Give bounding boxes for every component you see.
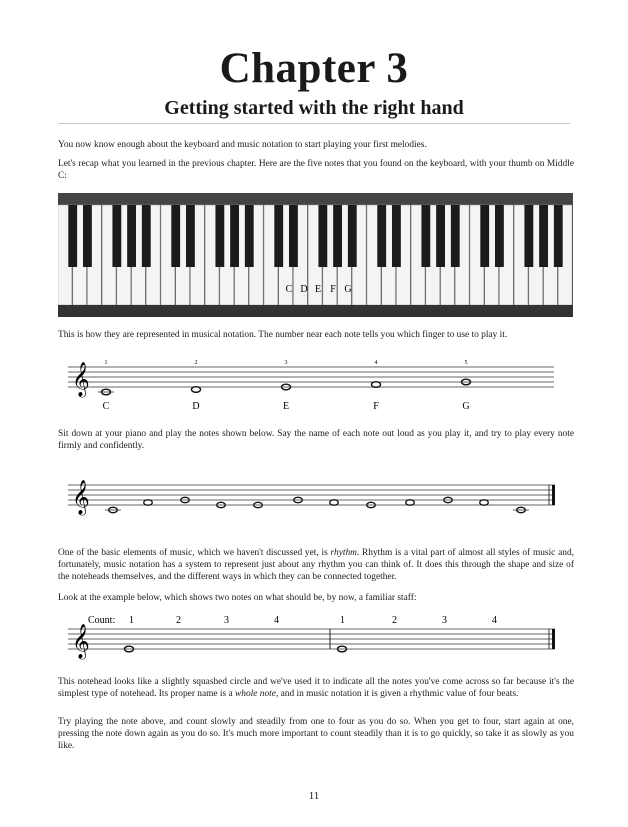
- treble-clef-icon: 𝄞: [72, 480, 90, 515]
- black-key: [318, 205, 327, 267]
- black-key: [436, 205, 445, 267]
- count-number: 1: [340, 615, 345, 626]
- key-label-c: C: [285, 284, 293, 295]
- finger-number: 2: [194, 360, 198, 366]
- notehead-text: , and in music notation it is given a rhythmic value of four beats.: [275, 689, 519, 699]
- paragraph-rhythm: [58, 547, 574, 583]
- treble-clef-icon: 𝄞: [72, 624, 90, 659]
- rhythm-example-staff: [58, 612, 573, 664]
- finger-number: 4: [374, 360, 378, 366]
- chapter-subtitle: Getting started with the right hand: [164, 97, 464, 119]
- finger-number: 5: [464, 360, 468, 366]
- black-key: [83, 205, 92, 267]
- note-f: [406, 500, 415, 505]
- exercise-staff: [58, 475, 573, 520]
- count-number: 3: [442, 615, 447, 626]
- black-key: [377, 205, 386, 267]
- count-number: 4: [492, 615, 497, 626]
- finger-numbers: [105, 360, 468, 366]
- count-number: 4: [274, 615, 279, 626]
- finger-number: 3: [284, 360, 288, 366]
- note-name: E: [282, 401, 290, 412]
- final-barline-thick: [552, 485, 555, 505]
- paragraph-notehead: [58, 676, 574, 700]
- notehead-term: whole note: [235, 689, 276, 699]
- black-key: [127, 205, 136, 267]
- black-key: [554, 205, 563, 267]
- black-key: [421, 205, 430, 267]
- black-key: [451, 205, 460, 267]
- key-label-e: E: [314, 284, 322, 295]
- count-label: Count:: [88, 615, 116, 626]
- rhythm-text: . Rhythm is a vital part of almost all styles of music and, fortunately, music notation has a system to represent just about any rhythm you can think of. It does this through the shape and size of the noteheads themselves, and the different ways in which they can be connected together.: [58, 548, 574, 582]
- piano-keyboard-illustration: [58, 193, 573, 317]
- rhythm-text: One of the basic elements of music, which we haven't discussed yet, is: [58, 548, 331, 558]
- black-key: [171, 205, 180, 267]
- black-key: [230, 205, 239, 267]
- black-key: [215, 205, 224, 267]
- notehead-text: This notehead looks like a slightly squashed circle and we've used it to indicate all the notes you've come across so far because it's the simplest type of notehead. Its proper name is a: [58, 677, 574, 699]
- black-key: [245, 205, 254, 267]
- chapter-title: Chapter 3: [219, 45, 409, 92]
- black-key: [539, 205, 548, 267]
- note-name: F: [373, 401, 379, 412]
- paragraph-notation-intro: This is how they are represented in musical notation. The number near each note tells you which finger to use to play it.: [58, 330, 508, 340]
- note-f: [480, 500, 489, 505]
- black-key: [495, 205, 504, 267]
- black-key: [392, 205, 401, 267]
- staff-lines: [68, 367, 554, 387]
- black-key: [274, 205, 283, 267]
- black-key: [524, 205, 533, 267]
- black-key: [480, 205, 489, 267]
- count-number: 1: [129, 615, 134, 626]
- note-f: [330, 500, 339, 505]
- header-divider: [58, 123, 570, 124]
- note-name: D: [192, 401, 200, 412]
- black-key: [348, 205, 357, 267]
- treble-clef-icon: 𝄞: [72, 362, 90, 397]
- page-number: 11: [308, 790, 320, 802]
- black-key: [289, 205, 298, 267]
- count-number: 2: [392, 615, 397, 626]
- paragraph-exercise: Sit down at your piano and play the notes shown below. Say the name of each note out loud as you play it, and try to play every note firmly and confidently.: [58, 429, 574, 451]
- note-f: [144, 500, 153, 505]
- black-key: [186, 205, 195, 267]
- black-key: [333, 205, 342, 267]
- keyboard-front-rail: [58, 305, 573, 317]
- finger-number: 1: [104, 360, 108, 366]
- count-number: 3: [224, 615, 229, 626]
- paragraph-practice: Try playing the note above, and count slowly and steadily from one to four as you do so. When you get to four, start again at one, pressing the note down again as you do so. It's much more important to count steadily than it is to go quickly, so take it as slowly as you like.: [58, 717, 574, 751]
- note-name: C: [102, 401, 110, 412]
- final-barline-thick: [552, 629, 555, 649]
- keyboard-fallboard: [58, 193, 573, 205]
- black-key: [68, 205, 77, 267]
- count-row: [88, 615, 497, 626]
- key-label-d: D: [300, 284, 308, 295]
- black-key: [142, 205, 151, 267]
- rhythm-term: rhythm: [330, 548, 357, 558]
- paragraph-intro: You now know enough about the keyboard and music notation to start playing your first melodies.: [58, 140, 427, 150]
- note-d: [192, 387, 201, 393]
- staff-lines: [68, 629, 555, 649]
- paragraph-recap: Let's recap what you learned in the previous chapter. Here are the five notes that you found on the keyboard, with your thumb on Middle C:: [58, 159, 574, 181]
- five-note-staff: [58, 355, 573, 415]
- key-label-g: G: [344, 284, 352, 295]
- note-f: [372, 382, 381, 388]
- count-number: 2: [176, 615, 181, 626]
- note-name: G: [462, 401, 470, 412]
- black-key: [112, 205, 121, 267]
- note-names: [103, 401, 470, 412]
- staff-lines: [68, 485, 555, 505]
- paragraph-example-intro: Look at the example below, which shows two notes on what should be, by now, a familiar staff:: [58, 593, 417, 603]
- key-label-f: F: [330, 284, 336, 295]
